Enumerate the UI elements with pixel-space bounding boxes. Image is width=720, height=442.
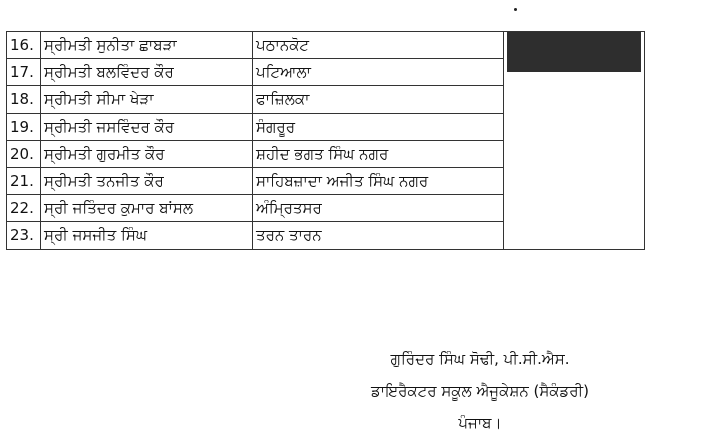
district-name: ਪਟਿਆਲਾ: [253, 59, 504, 86]
officer-name: ਸ੍ਰੀਮਤੀ ਜਸਵਿੰਦਰ ਕੌਰ: [41, 113, 253, 140]
table-row: [7, 32, 645, 59]
row-number: 21.: [7, 167, 41, 194]
officer-name: ਸ੍ਰੀਮਤੀ ਸੀਮਾ ਖੇੜਾ: [41, 86, 253, 113]
district-name: ਸਾਹਿਬਜ਼ਾਦਾ ਅਜੀਤ ਸਿੰਘ ਨਗਰ: [253, 167, 504, 194]
district-name: ਫਾਜ਼ਿਲਕਾ: [253, 86, 504, 113]
dark-redaction-block: [507, 32, 641, 72]
row-number: 16.: [7, 32, 41, 59]
officer-name: ਸ੍ਰੀਮਤੀ ਸੁਨੀਤਾ ਛਾਬੜਾ: [41, 32, 253, 59]
officer-name: ਸ੍ਰੀਮਤੀ ਤਨਜੀਤ ਕੌਰ: [41, 167, 253, 194]
officer-name: ਸ੍ਰੀ ਜਸਜੀਤ ਸਿੰਘ: [41, 222, 253, 249]
officer-list-table: [6, 31, 645, 250]
district-name: ਸੰਗਰੂਰ: [253, 113, 504, 140]
district-name: ਸ਼ਹੀਦ ਭਗਤ ਸਿੰਘ ਨਗਰ: [253, 140, 504, 167]
row-number: 18.: [7, 86, 41, 113]
signatory-name: ਗੁਰਿੰਦਰ ਸਿੰਘ ਸੋਢੀ, ਪੀ.ਸੀ.ਐਸ.: [390, 350, 570, 368]
page-mark: [514, 8, 517, 11]
signatory-state: ਪੰਜਾਬ।: [458, 414, 502, 432]
signatory-designation: ਡਾਇਰੈਕਟਰ ਸਕੂਲ ਐਜੂਕੇਸ਼ਨ (ਸੈਕੰਡਰੀ): [371, 382, 589, 400]
row-number: 20.: [7, 140, 41, 167]
district-name: ਅੰਮ੍ਰਿਤਸਰ: [253, 195, 504, 222]
blank-column: [504, 32, 645, 250]
row-number: 17.: [7, 59, 41, 86]
row-number: 19.: [7, 113, 41, 140]
officer-name: ਸ੍ਰੀਮਤੀ ਗੁਰਮੀਤ ਕੌਰ: [41, 140, 253, 167]
row-number: 23.: [7, 222, 41, 249]
district-name: ਪਠਾਨਕੋਟ: [253, 32, 504, 59]
signature-block: [330, 343, 630, 439]
officer-name: ਸ੍ਰੀ ਜਤਿੰਦਰ ਕੁਮਾਰ ਬਾਂਸਲ: [41, 195, 253, 222]
district-name: ਤਰਨ ਤਾਰਨ: [253, 222, 504, 249]
officer-name: ਸ੍ਰੀਮਤੀ ਬਲਵਿੰਦਰ ਕੌਰ: [41, 59, 253, 86]
row-number: 22.: [7, 195, 41, 222]
